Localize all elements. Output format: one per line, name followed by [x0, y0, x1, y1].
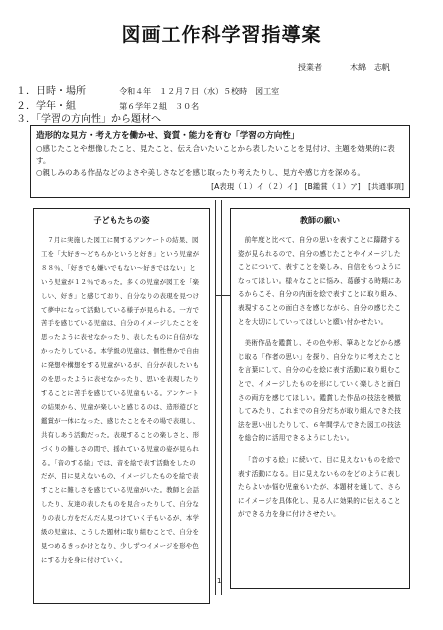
document-title: 図画工作科学習指導案 [121, 24, 322, 46]
children-heading: 子どもたちの姿 [93, 216, 150, 225]
policy-heading: 造形的な見方・考え方を働かせ、資質・能力を育む「学習の方向性」 [36, 131, 300, 141]
date-label: １．日時・場所 [16, 86, 86, 97]
policy-line-2: ○親しみのある作品などのよさや美しさなどを感じ取ったり考えたりし、見方や感じ方を深める。 [36, 168, 366, 177]
children-paragraph: ７月に実施した図工に関するアンケートの結果、図工を「大好き〜どちらかというと好き」という児童が８８％、「好きでも嫌いでもない〜好きではない」という児童が１２％であった。多くの児童が図工を「楽しい、好き」と感じており、自分なりの表現を見つけて夢中になって活動している様子が見られる。一方で苦手を感じている児童は、自分のイメージしたことを思ったように表せなかったり、表したものに自信がなかったりしている。本学級の児童は、個性豊かで自由に発想や構想をする児童がいるが、自分が表したいものを思ったように表せなかったり、思いを表現したりすることに苦手を感じている児童もいる。アンケートの結果から、児童が楽しいと感じるのは、造形遊びと鑑賞が一体になった、感じたことをその場で表現し、共有しあう活動だった。表現することの楽しさと、形づくりの難しさの間で、揺れている児童の姿が見られる。「音のする絵」では、音を絵で表す活動をしたのだが、目に見えないもの、イメージしたものを絵で表すことに難しさを感じている児童がいた。教師と会話したり、友達の表したものを見合ったりして、自分なりの表し方をだんだん見つけていく子もいるが、本学級の児童は、こうした題材に取り組むことで、自分を見つめるきっかけとなり、少しずつイメージを形や色にする力を身に付けていく。 [41, 236, 200, 564]
policy-line-1: ○感じたことや想像したこと、見たこと、伝え合いたいことから表したいことを見付け、主題を効果的に表す。 [36, 144, 395, 165]
direction-label: ３．「学習の方向性」から題材へ [16, 114, 161, 125]
author-name: 木綿 志帆 [350, 63, 390, 72]
info-row-date [16, 82, 279, 97]
grade-value: 第６学年２組 ３０名 [119, 102, 200, 111]
policy-reference: [A表現（１）イ（２）イ] [B鑑賞（１）ア] [共通事項] [211, 182, 404, 191]
policy-box [30, 125, 410, 198]
info-row-direction [16, 110, 161, 125]
connector-line-left [215, 200, 216, 595]
teacher-heading: 教師の願い [300, 216, 340, 225]
teacher-paragraph-1: 前年度と比べて、自分の思いを表すことに躊躇する姿が見られるので、自分の感じたことやイメージしたことについて、表すことを楽しみ、自信をもつようになってほしい。様々なことに悩み、葛藤する時期にあるからこそ、自分の内面を絵で表すことに取り組み、表現することの面白さを感じながら、自分の感じたことを大切にしていってほしいと願い付かせたい。 [238, 236, 402, 326]
connector-line-right [221, 200, 222, 595]
teacher-paragraph-3: 「音のする絵」に続いて、目に見えないものを絵で表す活動になる。目に見えないものをどのように表したらよいか悩む児童もいたが、本題材を通して、さらにイメージを具体化し、見る人に効果的に伝えることができる力を身に付けさせたい。 [238, 455, 402, 519]
grade-label: ２．学年・組 [16, 101, 76, 112]
children-section [33, 208, 210, 604]
author-role: 授業者 [298, 63, 322, 72]
teacher-section [230, 208, 410, 589]
page-number: 1 [217, 577, 222, 585]
date-value: 令和４年 １２月７日（水）５校時 図工室 [119, 87, 280, 96]
teacher-paragraph-2: 美術作品を鑑賞し、その色や形、筆あとなどから感じ取る「作者の思い」を探り、自分なりに考えたことを言葉にして、自分の心を絵に表す活動に取り組むことで、イメージしたものを形にしていく楽しさと面白さの両方を感じてほしい。鑑賞した作品の技法を模倣してみたり、これまでの自分だちが取り組んできた技法を思い出したりして、６年間学んできた図工の技法を総合的に活用できるようにしたい。 [238, 339, 402, 443]
connector-branch [215, 295, 230, 296]
